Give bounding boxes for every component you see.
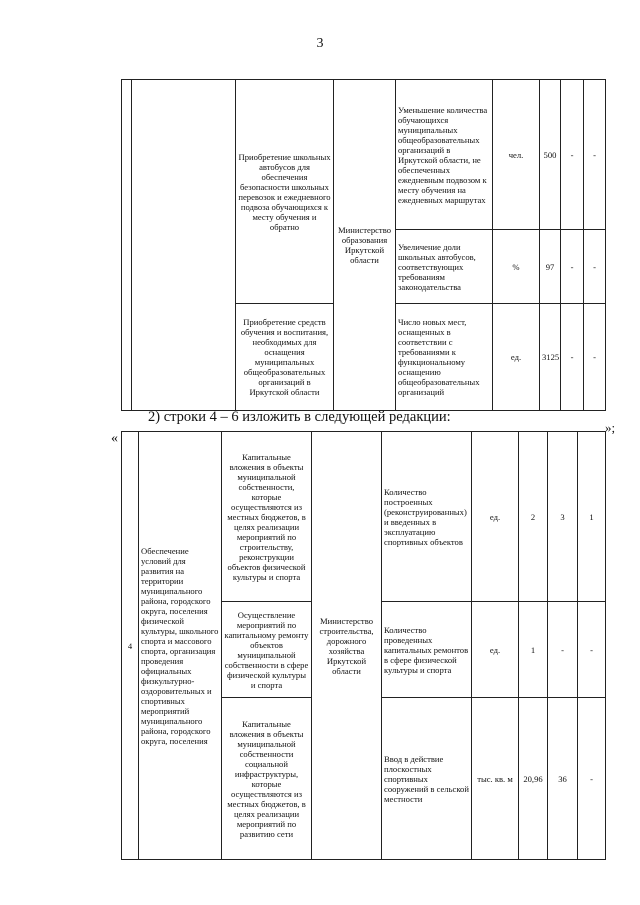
indicator-new-places: Число новых мест, оснащенных в соответствии с требованиями к функциональному оснащению общеобразовательных организаций <box>396 304 493 411</box>
indicator-rural-facilities: Ввод в действие плоскостных спортивных сооружений в сельской местности <box>382 698 472 860</box>
value: 36 <box>548 698 578 860</box>
measure-rural-facilities: Капитальные вложения в объекты муниципальной собственности социальной инфраструктуры, которые осуществляются из местных бюджетов, в целях реализации мероприятий по развитию сети <box>222 698 312 860</box>
unit: ед. <box>472 602 519 698</box>
value: - <box>578 698 606 860</box>
value: 500 <box>540 80 561 230</box>
measure-construction: Капитальные вложения в объекты муниципальной собственности, которые осуществляются из местных бюджетов, в целях реализации мероприятий по строительству, реконструкции объектов физической культуры и спорта <box>222 432 312 602</box>
value: 1 <box>578 432 606 602</box>
value: 3 <box>548 432 578 602</box>
unit: ед. <box>472 432 519 602</box>
amendment-text: 2) строки 4 – 6 изложить в следующей редакции: <box>148 409 451 425</box>
value: - <box>548 602 578 698</box>
value: 97 <box>540 230 561 304</box>
unit: чел. <box>493 80 540 230</box>
value: 2 <box>519 432 548 602</box>
measure-equipment: Приобретение средств обучения и воспитания, необходимых для оснащения муниципальных общеобразовательных организаций в Иркутской области <box>236 304 334 411</box>
cell-empty <box>122 80 132 411</box>
executor-education: Министерство образования Иркутской области <box>334 80 396 411</box>
value: - <box>561 304 584 411</box>
table-new-rows <box>121 431 606 860</box>
value: - <box>578 602 606 698</box>
unit: тыс. кв. м <box>472 698 519 860</box>
table-row <box>122 432 606 602</box>
indicator-students: Уменьшение количества обучающихся муниципальных общеобразовательных организаций в Иркутской области, не обеспеченных ежедневным подвозом к месту обучения на ежедневных маршрутах <box>396 80 493 230</box>
indicator-built-objects: Количество построенных (реконструированных) и введенных в эксплуатацию спортивных объектов <box>382 432 472 602</box>
row-number: 4 <box>122 432 139 860</box>
cell-empty <box>132 80 236 411</box>
measure-buses: Приобретение школьных автобусов для обеспечения безопасности школьных перевозок и ежедневного подвоза обучающихся к месту обучения и обратно <box>236 80 334 304</box>
value: - <box>584 230 606 304</box>
measure-repair: Осуществление мероприятий по капитальному ремонту объектов муниципальной собственности в сфере физической культуры и спорта <box>222 602 312 698</box>
executor-construction: Министерство строительства, дорожного хозяйства Иркутской области <box>312 432 382 860</box>
opening-quote: « <box>111 431 118 446</box>
value: - <box>584 304 606 411</box>
value: 1 <box>519 602 548 698</box>
value: - <box>561 230 584 304</box>
indicator-bus-share: Увеличение доли школьных автобусов, соответствующих требованиям законодательства <box>396 230 493 304</box>
indicator-repairs: Количество проведенных капитальных ремонтов в сфере физической культуры и спорта <box>382 602 472 698</box>
page-number: 3 <box>316 36 324 51</box>
value: 20,96 <box>519 698 548 860</box>
unit: % <box>493 230 540 304</box>
table-row <box>122 80 606 230</box>
value: - <box>584 80 606 230</box>
unit: ед. <box>493 304 540 411</box>
task-description: Обеспечение условий для развития на территории муниципального района, городского округа, поселения физической культуры, школьного спорта и массового спорта, организация проведения официальных физкультурно-оздоровительных и спортивных мероприятий муниципального района, городского округа, поселения <box>139 432 222 860</box>
closing-quote: »; <box>605 420 616 435</box>
value: - <box>561 80 584 230</box>
table-continuation <box>121 79 606 411</box>
value: 3125 <box>540 304 561 411</box>
